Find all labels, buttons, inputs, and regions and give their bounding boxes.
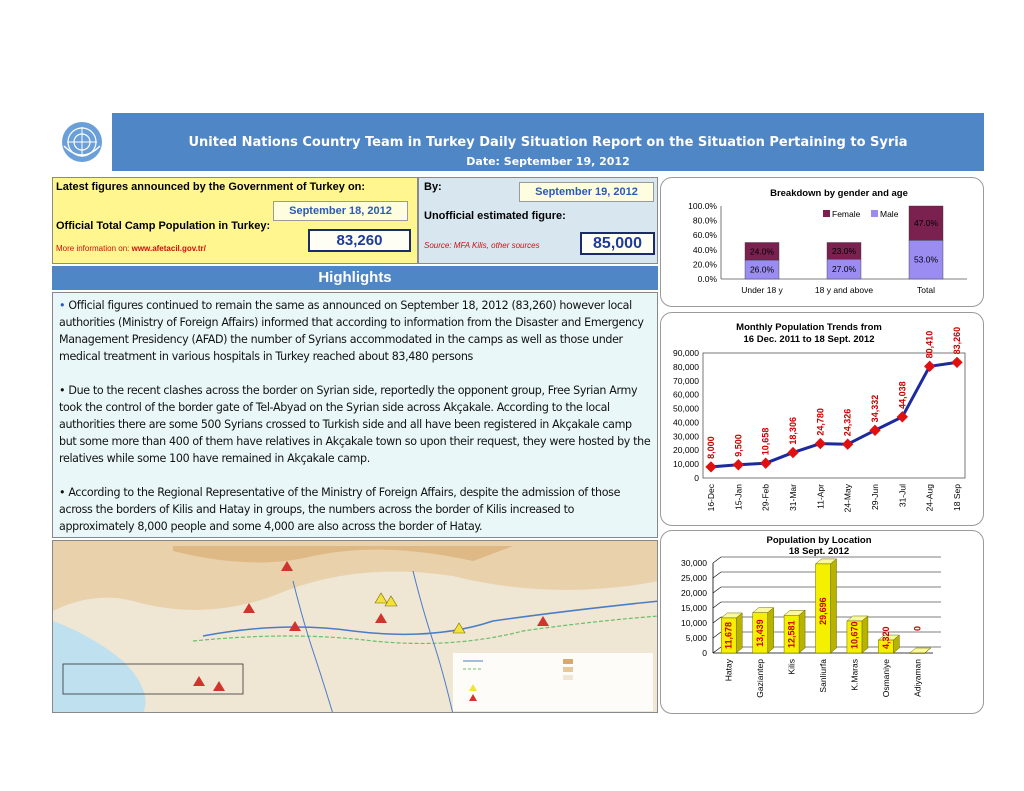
bar-side: [799, 610, 805, 653]
gender-age-chart: [661, 178, 985, 308]
chart3-title-line2: 18 Sept. 2012: [788, 546, 850, 557]
bar-side: [768, 608, 774, 653]
trend-point: [733, 459, 744, 470]
official-total-label: Official Total Camp Population in Turkey:: [56, 220, 271, 232]
region-map: [52, 540, 658, 713]
data-label: 80,410: [924, 330, 935, 359]
bar-value-label: 47.0%: [913, 218, 939, 229]
data-label: 0: [912, 625, 923, 631]
un-logo: [52, 113, 112, 171]
legend-swatch-female: [823, 210, 830, 217]
data-label: 4,320: [880, 626, 891, 649]
population-trend-chart-panel: [660, 312, 984, 526]
by-label: By:: [424, 181, 442, 193]
y-tick-label: 80.0%: [692, 215, 717, 226]
trend-line: [711, 362, 957, 467]
data-label: 18,306: [788, 417, 798, 445]
y-tick-label: 100.0%: [688, 201, 717, 211]
x-tick-label: Under 18 y: [741, 285, 783, 295]
data-label: 8,000: [706, 436, 716, 459]
gridline-depth: [713, 587, 721, 593]
y-tick-label: 30,000: [681, 558, 707, 568]
official-total-value: 83,260: [308, 229, 411, 252]
y-tick-label: 20.0%: [692, 259, 717, 270]
data-label: 11,678: [723, 621, 734, 649]
trend-point: [897, 411, 908, 422]
y-tick-label: 0: [694, 473, 699, 483]
gov-date: September 18, 2012: [273, 201, 408, 221]
highlights-text: [52, 292, 658, 538]
more-info-prefix: More information on:: [56, 244, 132, 253]
report-date: Date: September 19, 2012: [466, 155, 630, 168]
unofficial-source: Source: MFA Kilis, other sources: [424, 241, 540, 250]
gender-age-chart-panel: [660, 177, 984, 307]
y-tick-label: 90,000: [673, 348, 699, 358]
y-tick-label: 40.0%: [692, 244, 717, 255]
x-tick-label: Osmaniye: [880, 659, 891, 698]
y-tick-label: 70,000: [673, 375, 699, 386]
map-illustration: [53, 541, 658, 713]
trend-point: [869, 425, 880, 436]
x-tick-label: Adiyaman: [912, 659, 923, 697]
x-tick-label: Gaziantep: [755, 659, 766, 698]
bullet-icon: •: [59, 384, 66, 397]
x-tick-label: K.Maras: [849, 659, 860, 691]
bullet-icon: •: [59, 486, 66, 499]
location-chart: [661, 531, 985, 715]
data-label: 83,260: [952, 326, 962, 355]
data-label: 10,658: [760, 427, 771, 456]
trend-point: [815, 438, 826, 449]
data-label: 10,670: [849, 621, 860, 649]
y-tick-label: 15,000: [681, 603, 707, 613]
x-tick-label: 29-Feb: [760, 484, 771, 511]
x-tick-label: 15-Jan: [733, 484, 744, 510]
gridline-depth: [713, 632, 721, 638]
chart1-title: Breakdown by gender and age: [770, 188, 908, 199]
bar-value-label: 24.0%: [749, 246, 775, 257]
highlight-paragraph: [59, 382, 651, 467]
highlight-text-3: According to the Regional Representative of the Ministry of Foreign Affairs, despite the admission of those across the borders of Kilis and Hatay in groups, the numbers across the border of Kilis increased to approximately 8,000 people and some 4,000 are also across the border of Hatay.: [59, 486, 621, 533]
x-tick-label: 24-May: [842, 484, 853, 513]
y-tick-label: 10,000: [681, 618, 707, 628]
legend-female: Female: [832, 209, 861, 219]
x-tick-label: 18 Sep: [952, 484, 962, 511]
bar-value-label: 23.0%: [831, 245, 857, 256]
trend-point: [842, 439, 853, 450]
more-info: [56, 244, 206, 253]
chart3-title-line1: Population by Location: [766, 535, 872, 546]
x-tick-label: 29-Jun: [870, 484, 880, 510]
gridline-depth: [713, 602, 721, 608]
trend-point: [924, 361, 935, 372]
bar-side: [831, 559, 837, 653]
bar-side: [862, 616, 868, 653]
x-tick-label: Total: [917, 285, 935, 295]
unofficial-label: Unofficial estimated figure:: [424, 210, 566, 222]
unofficial-date: September 19, 2012: [519, 182, 654, 202]
trend-point: [705, 461, 716, 472]
legend-male: Male: [880, 209, 899, 219]
y-tick-label: 10,000: [673, 459, 699, 470]
bar-side: [736, 613, 742, 653]
trend-point: [760, 458, 771, 469]
x-tick-label: 31-Jul: [897, 484, 908, 508]
chart2-title-line2: 16 Dec. 2011 to 18 Sept. 2012: [743, 334, 875, 345]
report-title: United Nations Country Team in Turkey Daily Situation Report on the Situation Pertaining to Syria: [188, 135, 908, 150]
data-label: 12,581: [786, 620, 797, 649]
gov-website-link[interactable]: www.afetacil.gov.tr/: [131, 244, 206, 253]
x-tick-label: 24-Aug: [924, 484, 935, 512]
y-tick-label: 5,000: [685, 633, 707, 643]
data-label: 29,696: [818, 597, 828, 625]
y-tick-label: 60.0%: [692, 230, 717, 241]
x-tick-label: Sanliurfa: [818, 659, 828, 693]
highlights-heading: Highlights: [52, 266, 658, 290]
y-tick-label: 0.0%: [697, 274, 717, 284]
highlight-text-1: Official figures continued to remain the same as announced on September 18, 2012 (83,260) however local authorities (Ministry of Foreign Affairs) informed that according to information from the Disaster and Emergency Management Presidency (AFAD) the number of Syrians accommodated in the camps as well as those under medical treatment in various hospitals in Turkey reached about 83,480 persons: [59, 299, 644, 363]
trend-point: [787, 447, 798, 458]
location-chart-panel: [660, 530, 984, 714]
data-label: 13,439: [755, 619, 766, 647]
gridline-depth: [713, 617, 721, 623]
gov-label: Latest figures announced by the Government of Turkey on:: [56, 181, 366, 193]
x-tick-label: 11-Apr: [815, 484, 826, 509]
x-tick-label: 16-Dec: [706, 484, 716, 512]
data-label: 24,780: [815, 408, 826, 436]
bullet-icon: •: [59, 299, 66, 312]
y-tick-label: 30,000: [673, 431, 699, 442]
bar-value-label: 27.0%: [831, 264, 857, 275]
legend-swatch-male: [871, 210, 878, 217]
highlight-text-2: Due to the recent clashes across the border on Syrian side, reportedly the opponent group, Free Syrian Army took the control of the border gate of Tel-Abyad on the Syrian side across Akçakale. According to the local authorities there are some 500 Syrians crossed to Turkish side and all have been registered in Akçakale camp but some more than 400 of them have relatives in Akçakale town so upon their request, they were hosted by the relatives while some 100 have remained in Akçakale camp.: [59, 384, 651, 465]
gridline-depth: [713, 647, 721, 653]
y-tick-label: 20,000: [673, 445, 699, 456]
data-label: 44,038: [897, 381, 908, 409]
trend-point: [951, 357, 962, 368]
location-bar: [910, 653, 925, 654]
unofficial-value: 85,000: [580, 232, 655, 255]
y-tick-label: 40,000: [673, 417, 699, 428]
highlight-paragraph: [59, 484, 651, 535]
government-figures-box: [52, 177, 418, 264]
unofficial-figures-box: [418, 177, 658, 264]
gridline-depth: [713, 572, 721, 578]
un-emblem-icon: [60, 120, 104, 164]
highlight-paragraph: [59, 297, 651, 365]
x-tick-label: Hatay: [723, 659, 734, 682]
data-label: 34,332: [870, 394, 880, 423]
data-label: 9,500: [733, 434, 744, 457]
data-label: 24,326: [842, 408, 853, 437]
y-tick-label: 80,000: [673, 361, 699, 372]
y-tick-label: 50,000: [673, 403, 699, 414]
y-tick-label: 60,000: [673, 389, 699, 400]
gridline-depth: [713, 557, 721, 563]
chart2-title-line1: Monthly Population Trends from: [736, 322, 882, 333]
x-tick-label: Kilis: [786, 659, 797, 675]
x-tick-label: 18 y and above: [814, 285, 874, 295]
y-tick-label: 20,000: [681, 588, 707, 598]
bar-value-label: 26.0%: [749, 264, 775, 275]
population-trend-chart: [661, 313, 985, 527]
y-tick-label: 0: [702, 648, 707, 658]
x-tick-label: 31-Mar: [788, 484, 798, 511]
bar-value-label: 53.0%: [913, 254, 939, 265]
y-tick-label: 25,000: [681, 573, 707, 583]
